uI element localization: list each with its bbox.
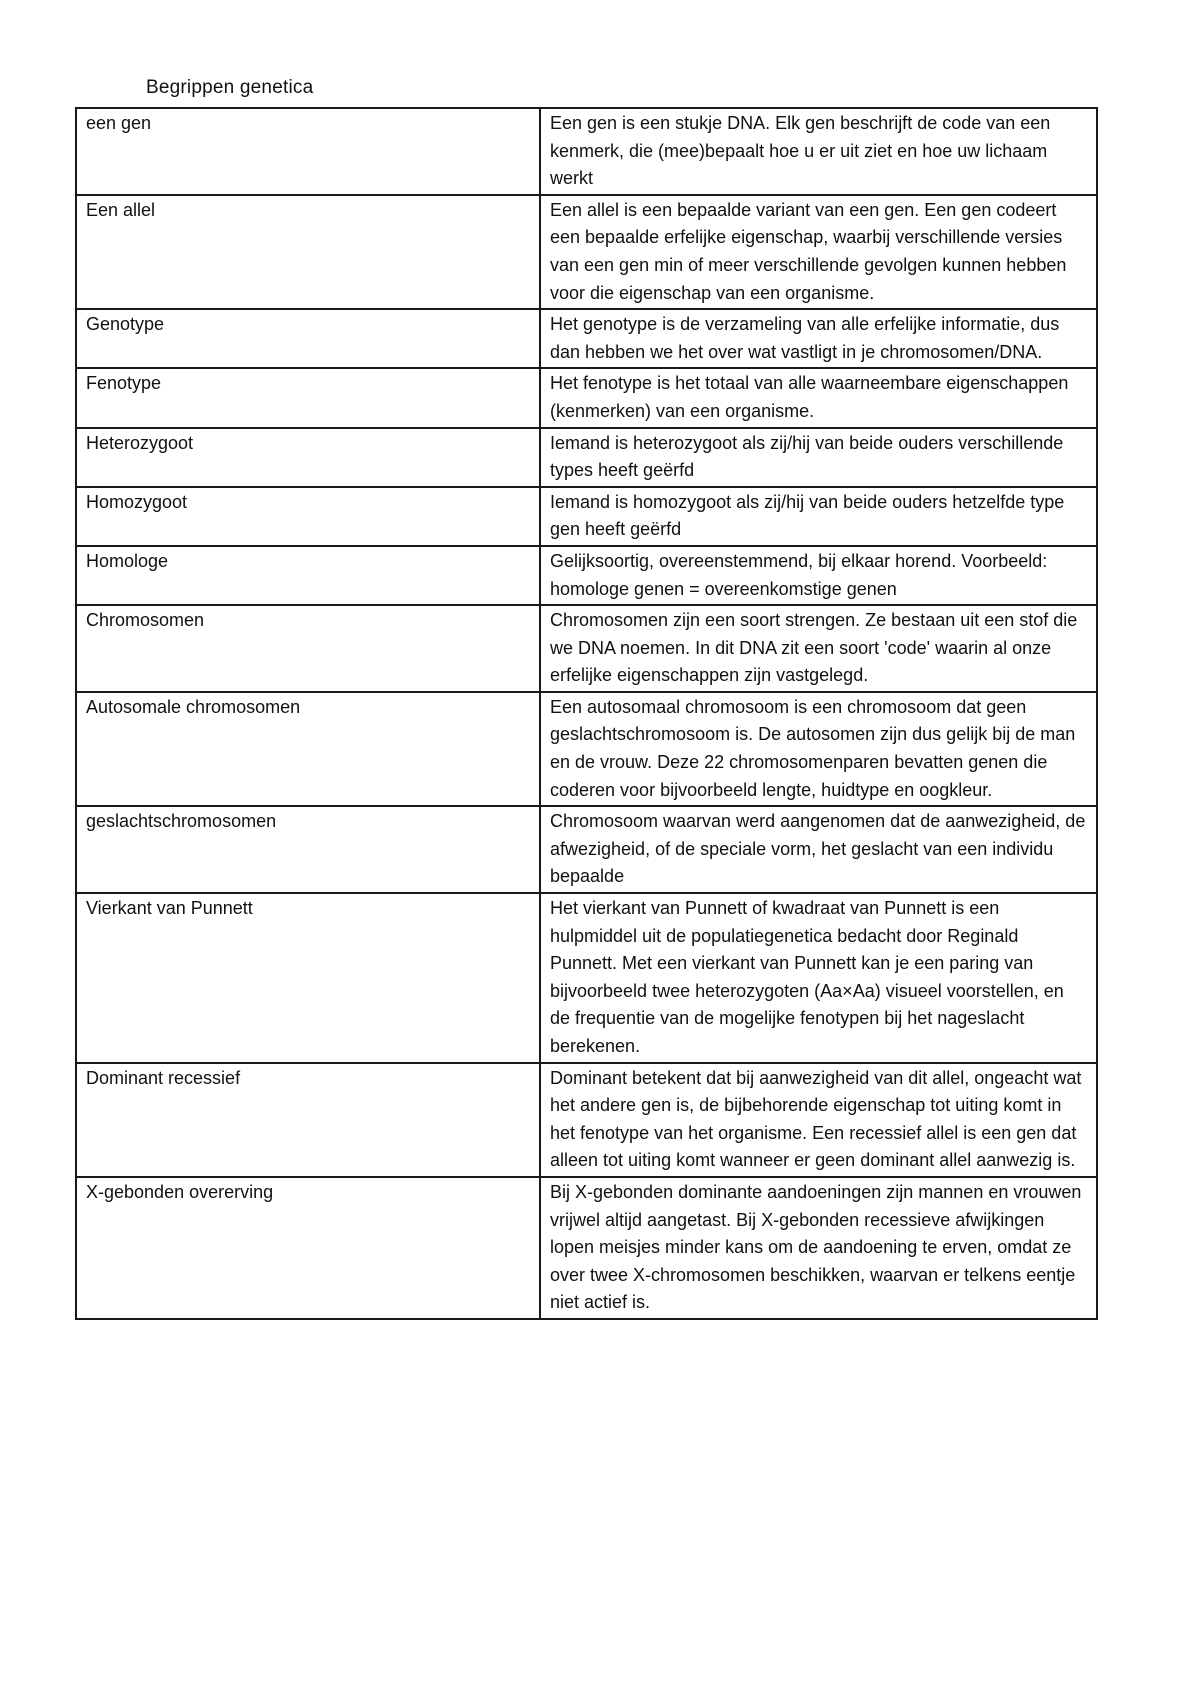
table-row [76, 1177, 1097, 1319]
definition-cell: Een allel is een bepaalde variant van een gen. Een gen codeert een bepaalde erfelijke eigenschap, waarbij verschillende versies van een gen min of meer verschillende gevolgen kunnen hebben voor die eigenschap van een organisme. [540, 195, 1097, 309]
table-row [76, 487, 1097, 546]
term-cell: Autosomale chromosomen [76, 692, 540, 806]
table-row [76, 368, 1097, 427]
definition-cell: Een autosomaal chromosoom is een chromosoom dat geen geslachtschromosoom is. De autosomen zijn dus gelijk bij de man en de vrouw. Deze 22 chromosomenparen bevatten genen die coderen voor bijvoorbeeld lengte, huidtype en oogkleur. [540, 692, 1097, 806]
definition-cell: Het genotype is de verzameling van alle erfelijke informatie, dus dan hebben we het over wat vastligt in je chromosomen/DNA. [540, 309, 1097, 368]
term-cell: Chromosomen [76, 605, 540, 692]
term-cell: Een allel [76, 195, 540, 309]
table-row [76, 428, 1097, 487]
term-cell: Vierkant van Punnett [76, 893, 540, 1063]
definition-cell: Dominant betekent dat bij aanwezigheid van dit allel, ongeacht wat het andere gen is, de bijbehorende eigenschap tot uiting komt in het fenotype van het organisme. Een recessief allel is een gen dat alleen tot uiting komt wanneer er geen dominant allel aanwezig is. [540, 1063, 1097, 1177]
table-row [76, 108, 1097, 195]
glossary-table-body [76, 108, 1097, 1319]
definition-cell: Bij X-gebonden dominante aandoeningen zijn mannen en vrouwen vrijwel altijd aangetast. Bij X-gebonden recessieve afwijkingen lopen meisjes minder kans om de aandoening te erven, omdat ze over twee X-chromosomen beschikken, waarvan er telkens eentje niet actief is. [540, 1177, 1097, 1319]
definition-cell: Chromosoom waarvan werd aangenomen dat de aanwezigheid, de afwezigheid, of de speciale vorm, het geslacht van een individu bepaalde [540, 806, 1097, 893]
term-cell: Homozygoot [76, 487, 540, 546]
definition-cell: Iemand is heterozygoot als zij/hij van beide ouders verschillende types heeft geërfd [540, 428, 1097, 487]
table-row [76, 309, 1097, 368]
table-row [76, 605, 1097, 692]
term-cell: Genotype [76, 309, 540, 368]
term-cell: Homologe [76, 546, 540, 605]
term-cell: Fenotype [76, 368, 540, 427]
term-cell: een gen [76, 108, 540, 195]
table-row [76, 893, 1097, 1063]
table-row [76, 806, 1097, 893]
page-title: Begrippen genetica [146, 77, 314, 98]
term-cell: geslachtschromosomen [76, 806, 540, 893]
table-row [76, 195, 1097, 309]
term-cell: Dominant recessief [76, 1063, 540, 1177]
term-cell: X-gebonden overerving [76, 1177, 540, 1319]
definition-cell: Gelijksoortig, overeenstemmend, bij elkaar horend. Voorbeeld: homologe genen = overeenkomstige genen [540, 546, 1097, 605]
table-row [76, 692, 1097, 806]
definition-cell: Het vierkant van Punnett of kwadraat van Punnett is een hulpmiddel uit de populatiegenetica bedacht door Reginald Punnett. Met een vierkant van Punnett kan je een paring van bijvoorbeeld twee heterozygoten (Aa×Aa) visueel voorstellen, en de frequentie van de mogelijke fenotypen bij het nageslacht berekenen. [540, 893, 1097, 1063]
definition-cell: Een gen is een stukje DNA. Elk gen beschrijft de code van een kenmerk, die (mee)bepaalt hoe u er uit ziet en hoe uw lichaam werkt [540, 108, 1097, 195]
definition-cell: Het fenotype is het totaal van alle waarneembare eigenschappen (kenmerken) van een organisme. [540, 368, 1097, 427]
table-row [76, 546, 1097, 605]
table-row [76, 1063, 1097, 1177]
glossary-table [75, 107, 1098, 1320]
definition-cell: Iemand is homozygoot als zij/hij van beide ouders hetzelfde type gen heeft geërfd [540, 487, 1097, 546]
term-cell: Heterozygoot [76, 428, 540, 487]
definition-cell: Chromosomen zijn een soort strengen. Ze bestaan uit een stof die we DNA noemen. In dit DNA zit een soort 'code' waarin al onze erfelijke eigenschappen zijn vastgelegd. [540, 605, 1097, 692]
